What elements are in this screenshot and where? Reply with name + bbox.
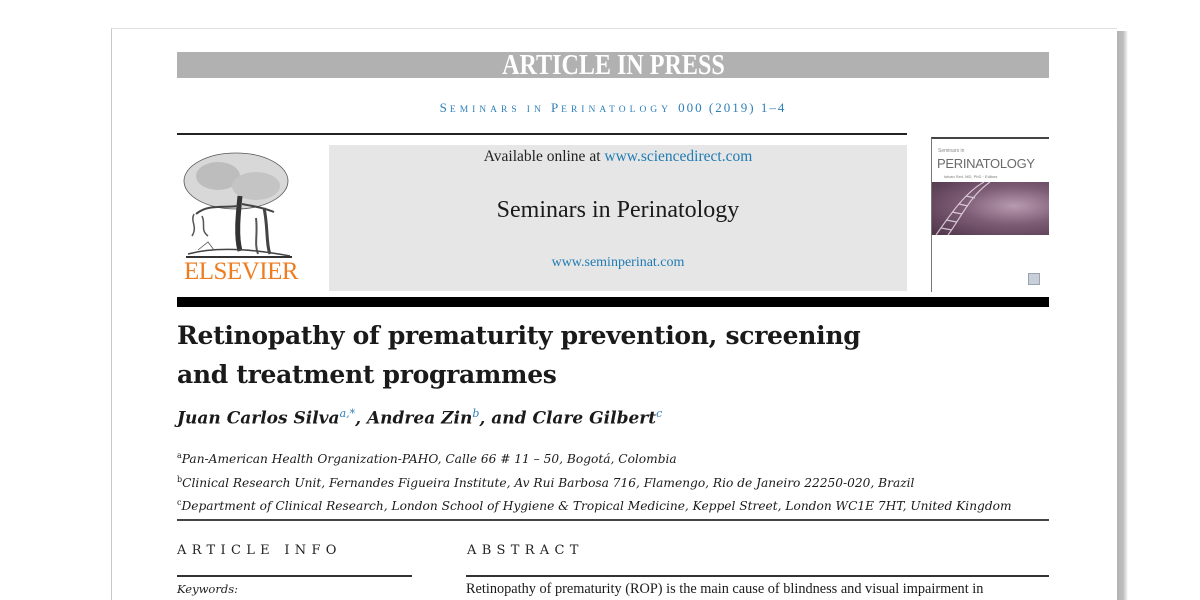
affiliation <box>177 493 1057 517</box>
available-online <box>329 148 907 166</box>
author-list <box>177 407 937 429</box>
rh-cap-s: S <box>439 100 450 115</box>
author-separator: , and <box>479 408 533 429</box>
running-header <box>177 100 1049 116</box>
page-shadow <box>1117 31 1128 600</box>
keywords-label: Keywords: <box>177 582 238 596</box>
affil-mark: c <box>177 498 182 508</box>
header-thick-rule <box>177 297 1049 307</box>
journal-info-box <box>329 145 907 291</box>
affiliation <box>177 446 1057 470</box>
journal-title: Seminars in Perinatology <box>496 197 740 223</box>
rh-citation: 000 (2019) 1–4 <box>678 100 787 115</box>
article-title <box>177 316 937 394</box>
elsevier-wordmark: ELSEVIER <box>183 258 299 285</box>
article-info-rule <box>177 575 412 577</box>
author-affil-mark[interactable]: c <box>656 407 663 420</box>
affil-text: Pan-American Health Organization-PAHO, Calle 66 # 11 – 50, Bogotá, Colombia <box>181 452 677 467</box>
affiliations <box>177 446 1057 517</box>
affil-mark: a <box>177 451 182 460</box>
sciencedirect-link[interactable]: www.sciencedirect.com <box>604 148 753 165</box>
journal-cover-thumbnail <box>931 137 1049 292</box>
author-name[interactable]: Clare Gilbert <box>532 408 657 429</box>
cover-kicker: Seminars in <box>938 148 965 154</box>
rh-small-eminars: EMINARS <box>449 105 521 115</box>
author-affil-mark[interactable]: b <box>472 407 480 420</box>
article-info-heading: ARTICLE INFO <box>177 543 342 558</box>
banner-text: ARTICLE IN PRESS <box>501 50 725 81</box>
author-name[interactable]: Andrea Zin <box>366 408 473 429</box>
rh-cap-p: P <box>550 100 562 115</box>
available-prefix: Available online at <box>483 148 605 165</box>
affil-text: Department of Clinical Research, London School of Hygiene & Tropical Medicine, Keppel Street, London WC1E 7HT, United Kingdom <box>181 499 1012 514</box>
journal-homepage-link[interactable]: www.seminperinat.com <box>551 255 685 270</box>
title-line-2: and treatment programmes <box>177 360 557 389</box>
cover-image <box>932 182 1049 235</box>
cover-title: PERINATOLOGY <box>937 156 1035 171</box>
dna-helix-icon <box>932 182 1049 235</box>
cover-editors: Istvan Seri, MD, PhD · Editors <box>944 174 998 179</box>
rh-small-erinatology: ERINATOLOGY <box>561 105 673 115</box>
cover-publisher-logo-icon <box>1028 273 1040 285</box>
header-rule <box>177 133 907 135</box>
affil-text: Clinical Research Unit, Fernandes Figueira Institute, Av Rui Barbosa 716, Flamengo, Rio de Janeiro 22250-020, Brazil <box>182 475 915 490</box>
rh-small-in: IN <box>526 105 545 115</box>
article-in-press-banner <box>177 50 1049 81</box>
author-affil-mark[interactable]: a,* <box>339 407 356 420</box>
abstract-text: Retinopathy of prematurity (ROP) is the main cause of blindness and visual impairment in <box>466 581 984 597</box>
affiliations-rule <box>177 519 1049 521</box>
author-separator: , <box>355 408 367 429</box>
affiliation <box>177 470 1057 494</box>
affil-mark: b <box>177 474 183 484</box>
title-line-1: Retinopathy of prematurity prevention, screening <box>177 321 861 350</box>
abstract-rule <box>466 575 1049 577</box>
author-name[interactable]: Juan Carlos Silva <box>177 408 340 429</box>
abstract-heading: ABSTRACT <box>467 543 584 558</box>
